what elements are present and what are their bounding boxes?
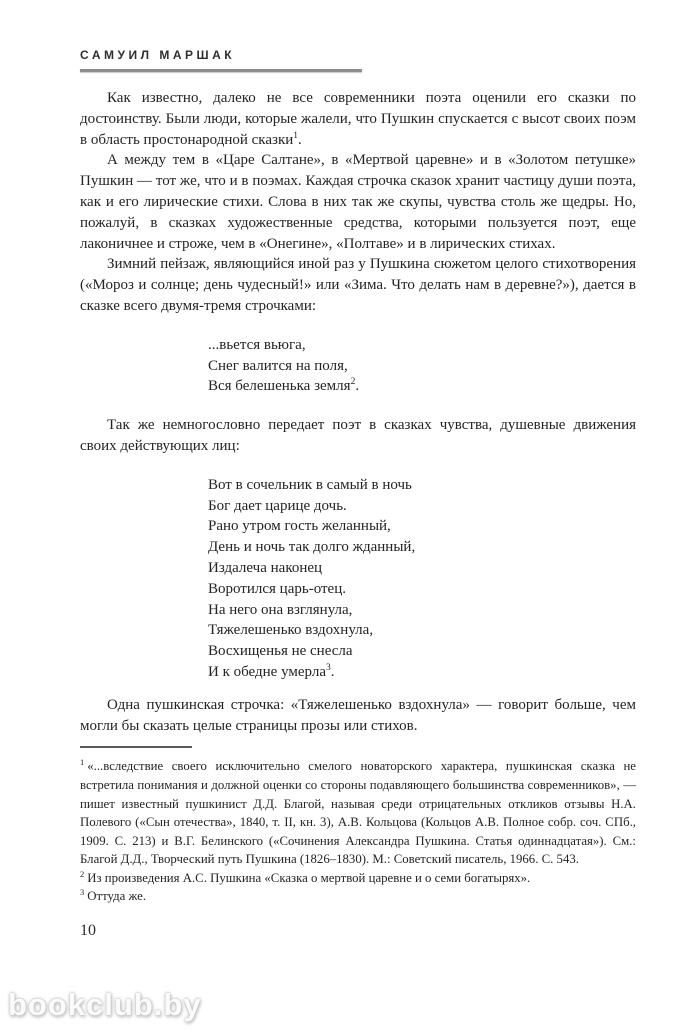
footnote-2 xyxy=(80,869,636,888)
footnote-3-text: Оттуда же. xyxy=(87,889,147,904)
verse-line: День и ночь так долго жданный, xyxy=(208,539,416,556)
page-number: 10 xyxy=(80,922,96,940)
footnote-2-marker: 2 xyxy=(80,868,85,879)
footnote-ref-3: 3 xyxy=(325,662,331,673)
verse-line xyxy=(208,662,636,683)
paragraph-1 xyxy=(80,88,636,150)
footnote-1-text: «...вследствие своего исключительно смелого новаторского характера, пушкинская сказка не встретила понимания и должной оценки со стороны подавляющего большинства современников», — пишет известный пушкинист Д.Д. Благой, называя среди отрицательных откликов отзывы Н.А. Полевого («Сын отечества», 1840, т. II, кн. 3), А.В. Кольцова (Кольцов А.В. Полное собр. соч. СПб., 1909. С. 213) и В.Г. Белинского («Сочинения Александра Пушкина. Статья одиннадцатая»). См.: Благой Д.Д., Творческий путь Пушкина (1826–1830). М.: Советский писатель, 1966. С. 543. xyxy=(80,759,636,867)
header-rule xyxy=(80,69,362,72)
verse-quote-2 xyxy=(208,475,636,683)
body-text xyxy=(80,88,636,736)
verse-line: Восхищенья не снесла xyxy=(208,643,353,660)
verse-line: Издалеча наконец xyxy=(208,559,323,576)
footnote-3-marker: 3 xyxy=(80,887,85,898)
verse-line: На него она взглянула, xyxy=(208,601,353,618)
verse-line: ...вьется вьюга, xyxy=(208,336,306,353)
verse-line: Снег валится на поля, xyxy=(208,357,348,374)
verse-line-tail: . xyxy=(330,663,335,680)
paragraph-5: Одна пушкинская строчка: «Тяжелешенько вздохнула» — говорит больше, чем могли бы сказать целые страницы прозы или стихов. xyxy=(80,696,636,734)
verse-line-tail: . xyxy=(355,378,360,395)
verse-line: Воротился царь-отец. xyxy=(208,580,346,597)
footnotes-section xyxy=(80,746,636,906)
author-heading: САМУИЛ МАРШАК xyxy=(80,48,236,62)
verse-line xyxy=(208,376,636,397)
footnote-3 xyxy=(80,887,636,906)
paragraph-4: Так же немногословно передает поэт в сказках чувства, душевные движения своих действующих лиц: xyxy=(80,417,636,454)
paragraph-1-tail: . xyxy=(298,131,302,148)
verse-line: Вот в сочельник в самый в ночь xyxy=(208,476,412,493)
paragraph-3: Зимний пейзаж, являющийся иной раз у Пушкина сюжетом целого стихотворения («Мороз и солнце; день чудесный!» или «Зима. Что делать нам в деревне?»), дается в сказке всего двумя-тремя строчками: xyxy=(80,256,636,314)
paragraph-2: А между тем в «Царе Салтане», в «Мертвой царевне» и в «Золотом петушке» Пушкин — тот же, что и в поэмах. Каждая строчка сказок хранит частицу души поэта, как и его лирические стихи. Слова в них так же скупы, чувства столь же щедры. Но, пожалуй, в сказках художественные средства, которыми пользуется поэт, еще лаконичнее и строже, чем в «Онегине», «Полтаве» и в лирических стихах. xyxy=(80,152,636,252)
footnote-2-text: Из произведения А.С. Пушкина «Сказка о мертвой царевне и о семи богатырях». xyxy=(87,870,531,885)
verse-line: Бог дает царице дочь. xyxy=(208,497,347,514)
verse-line: Тяжелешенько вздохнула, xyxy=(208,622,374,639)
footnote-separator xyxy=(80,746,192,748)
footnote-1 xyxy=(80,757,636,869)
verse-line-text: И к обедне умерла xyxy=(208,663,326,680)
verse-line: Рано утром гость желанный, xyxy=(208,518,391,535)
watermark: bookclub.by xyxy=(8,987,202,1022)
verse-quote-1 xyxy=(208,335,636,397)
footnote-ref-1: 1 xyxy=(293,130,299,141)
footnote-1-marker: 1 xyxy=(80,757,85,768)
verse-line-text: Вся белешенька земля xyxy=(208,378,351,395)
page-content xyxy=(80,48,636,940)
paragraph-1-text: Как известно, далеко не все современники поэта оценили его сказки по достоинству. Были люди, которые жалели, что Пушкин спускается с высот своих поэм в область простонародной сказки xyxy=(80,90,636,148)
footnote-ref-2: 2 xyxy=(350,377,356,388)
